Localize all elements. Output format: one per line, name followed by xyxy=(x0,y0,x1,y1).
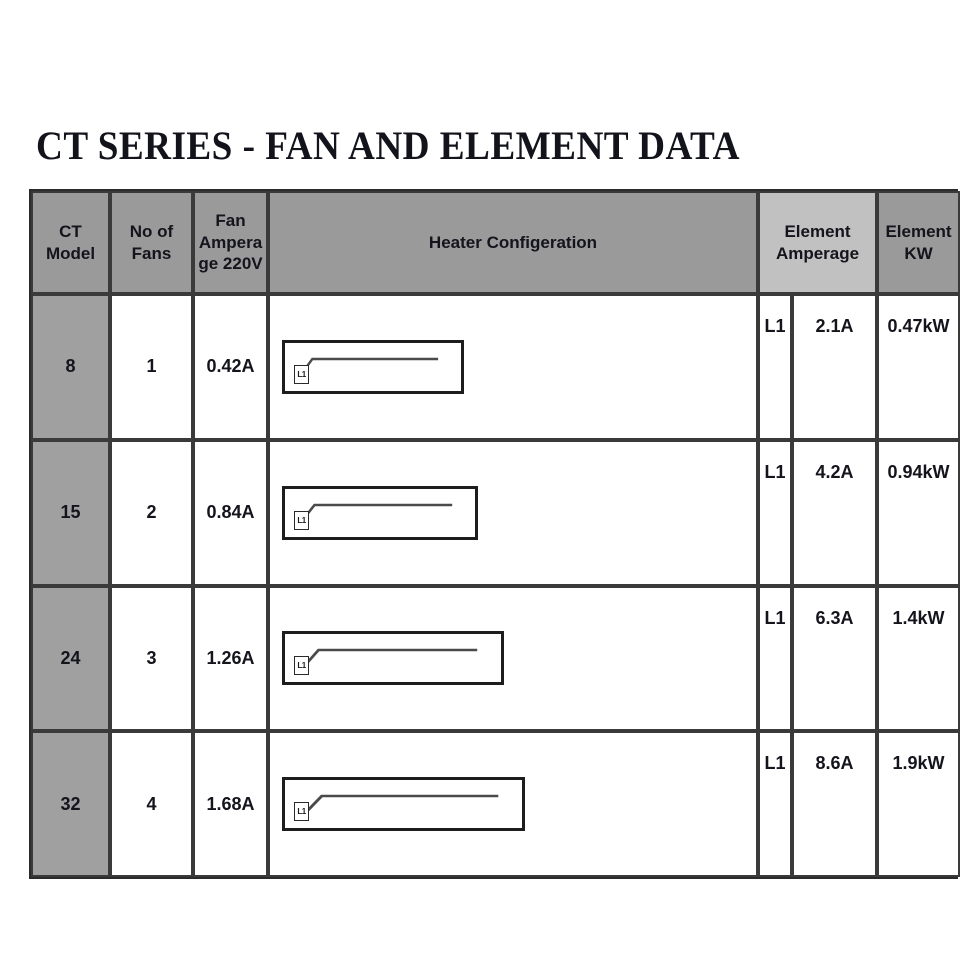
terminal-l1-icon: L1 xyxy=(294,802,309,821)
cell-no-of-fans: 4 xyxy=(110,731,193,877)
table-row xyxy=(31,731,960,877)
cell-heater-diagram xyxy=(268,294,758,440)
data-table xyxy=(31,191,960,877)
cell-ct-model: 32 xyxy=(31,731,110,877)
heater-element-svg xyxy=(285,780,522,828)
heater-element-svg xyxy=(285,343,461,391)
cell-ct-model: 8 xyxy=(31,294,110,440)
cell-element-kw: 0.47kW xyxy=(877,294,960,440)
cell-element-amperage: 6.3A xyxy=(792,586,877,732)
table-row xyxy=(31,440,960,586)
cell-heater-phase: L1 xyxy=(758,586,792,732)
table-body xyxy=(31,294,960,877)
table-header xyxy=(31,191,960,294)
cell-no-of-fans: 1 xyxy=(110,294,193,440)
cell-fan-amperage: 0.42A xyxy=(193,294,268,440)
cell-element-kw: 1.9kW xyxy=(877,731,960,877)
cell-no-of-fans: 2 xyxy=(110,440,193,586)
heater-diagram xyxy=(282,486,478,540)
heater-element-svg xyxy=(285,489,475,537)
cell-element-kw: 1.4kW xyxy=(877,586,960,732)
cell-element-kw: 0.94kW xyxy=(877,440,960,586)
cell-element-amperage: 2.1A xyxy=(792,294,877,440)
header-element-kw xyxy=(877,191,960,294)
header-ct-model-line2: Model xyxy=(45,243,96,263)
heater-element-svg xyxy=(285,634,501,682)
header-element-kw-line1: Element xyxy=(885,221,952,241)
header-fan-amperage-line3: ge 220V xyxy=(198,254,263,274)
heater-diagram xyxy=(282,777,525,831)
page-title: CT SERIES - FAN AND ELEMENT DATA xyxy=(36,123,740,168)
cell-heater-phase: L1 xyxy=(758,731,792,877)
cell-heater-phase: L1 xyxy=(758,294,792,440)
header-no-of-fans xyxy=(110,191,193,294)
cell-heater-phase: L1 xyxy=(758,440,792,586)
header-element-kw-line2: KW xyxy=(904,243,933,263)
cell-ct-model: 15 xyxy=(31,440,110,586)
cell-fan-amperage: 1.68A xyxy=(193,731,268,877)
table-row xyxy=(31,586,960,732)
header-no-of-fans-line1: No of xyxy=(129,221,174,241)
header-fan-amperage xyxy=(193,191,268,294)
header-fan-amperage-line2: Ampera xyxy=(198,232,263,252)
header-heater-configuration: Heater Configeration xyxy=(268,191,758,294)
table-row xyxy=(31,294,960,440)
header-element-amperage-line2: Amperage xyxy=(775,243,860,263)
cell-no-of-fans: 3 xyxy=(110,586,193,732)
heater-diagram xyxy=(282,631,504,685)
terminal-l1-icon: L1 xyxy=(294,656,309,675)
cell-heater-diagram xyxy=(268,440,758,586)
header-element-amperage xyxy=(758,191,877,294)
header-fan-amperage-line1: Fan xyxy=(215,210,246,230)
header-ct-model-line1: CT xyxy=(59,221,82,241)
header-ct-model xyxy=(31,191,110,294)
cell-ct-model: 24 xyxy=(31,586,110,732)
cell-element-amperage: 8.6A xyxy=(792,731,877,877)
cell-fan-amperage: 0.84A xyxy=(193,440,268,586)
cell-element-amperage: 4.2A xyxy=(792,440,877,586)
header-no-of-fans-line2: Fans xyxy=(131,243,172,263)
terminal-l1-icon: L1 xyxy=(294,511,309,530)
fan-element-data-table xyxy=(29,189,958,879)
cell-heater-diagram xyxy=(268,586,758,732)
header-row xyxy=(31,191,960,294)
cell-heater-diagram xyxy=(268,731,758,877)
header-element-amperage-line1: Element xyxy=(784,221,851,241)
cell-fan-amperage: 1.26A xyxy=(193,586,268,732)
heater-diagram xyxy=(282,340,464,394)
terminal-l1-icon: L1 xyxy=(294,365,309,384)
